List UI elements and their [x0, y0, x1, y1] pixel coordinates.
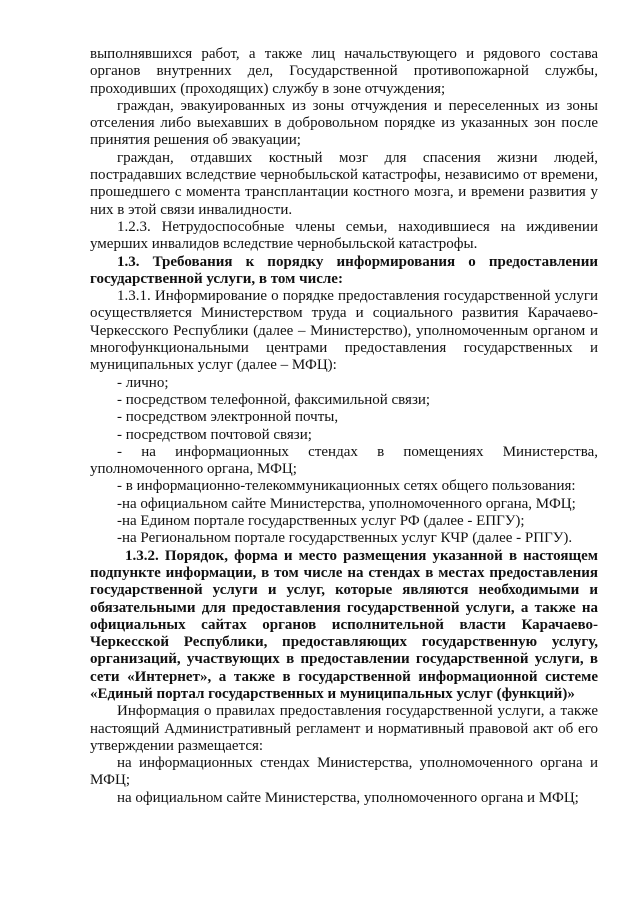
document-page: [90, 46, 598, 807]
list-item-in-person: - лично;: [117, 374, 169, 391]
paragraph-info-placement: Информация о правилах предоставления государственной услуги, а также настоящий Административный регламент и нормативный правовой акт об его утверждении размещается:: [90, 703, 598, 754]
paragraph-official-site: на официальном сайте Министерства, уполномоченного органа и МФЦ;: [117, 789, 579, 806]
list-item-phone-fax: - посредством телефонной, факсимильной связи;: [117, 391, 431, 408]
list-item-official-site: -на официальном сайте Министерства, уполномоченного органа, МФЦ;: [117, 495, 576, 512]
list-item-epgu: -на Едином портале государственных услуг РФ (далее - ЕПГУ);: [117, 513, 525, 530]
paragraph-info-stands: на информационных стендах Министерства, уполномоченного органа и МФЦ;: [90, 755, 598, 789]
paragraph-1-3-1: 1.3.1. Информирование о порядке предоставления государственной услуги осуществляется Министерством труда и социального развития Карачаево-Черкесского Республики (далее – Министерство), уполномоченным органом и многофункциональными центрами предоставления государственных и муниципальных услуг (далее – МФЦ):: [90, 288, 598, 374]
paragraph-bone-marrow-donors: граждан, отдавших костный мозг для спасения жизни людей, пострадавших вследствие чернобыльской катастрофы, независимо от времени, прошедшего с момента трансплантации костного мозга, и времени развития у них в этой связи инвалидности.: [90, 149, 598, 218]
list-item-telecom-networks: - в информационно-телекоммуникационных сетях общего пользования:: [117, 478, 576, 495]
paragraph-evacuated-citizens: граждан, эвакуированных из зоны отчуждения и переселенных из зоны отселения либо выехавших в добровольном порядке из указанных зон после принятия решения об эвакуации;: [90, 97, 598, 149]
paragraph-liquidators-continued: выполнявшихся работ, а также лиц начальствующего и рядового состава органов внутренних дел, Государственной противопожарной службы, проходивших (проходящих) службу в зоне отчуждения;: [90, 46, 598, 97]
list-item-email: - посредством электронной почты,: [117, 409, 339, 426]
section-heading-1-3-2: 1.3.2. Порядок, форма и место размещения указанной в настоящем подпункте информации, в том числе на стендах в местах предоставления государственной услуги и услуг, которые являются необходимыми и обязательными для предоставления государственной услуги, а также на официальных сайтах органов исполнительной власти Карачаево-Черкесской Республики, предоставляющих государственную услугу, организаций, участвующих в предоставлении государственной услуги, в сети «Интернет», а также в государственной информационной системе «Единый портал государственных и муниципальных услуг (функций)»: [90, 547, 598, 702]
list-item-info-stands: - на информационных стендах в помещениях Министерства, уполномоченного органа, МФЦ;: [90, 443, 598, 478]
paragraph-1-2-3: 1.2.3. Нетрудоспособные члены семьи, находившиеся на иждивении умерших инвалидов вследствие чернобыльской катастрофы.: [90, 218, 598, 253]
list-item-rpgu: -на Региональном портале государственных услуг КЧР (далее - РПГУ).: [117, 530, 573, 547]
list-item-postal: - посредством почтовой связи;: [117, 426, 312, 443]
section-heading-1-3: 1.3. Требования к порядку информирования о предоставлении государственной услуги, в том числе:: [90, 253, 598, 287]
